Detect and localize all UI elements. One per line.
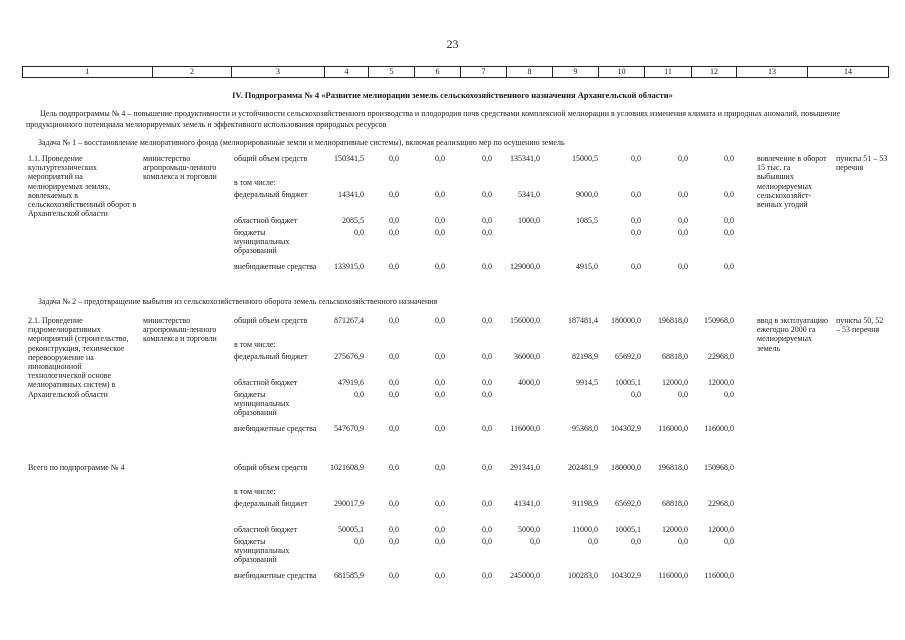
funding-source-label: в том числе: — [234, 340, 276, 349]
amount-cell: 0,0 — [389, 352, 399, 361]
amount-cell: 12000,0 — [662, 525, 688, 534]
amount-cell: 0,0 — [389, 262, 399, 271]
column-number: 9 — [553, 67, 599, 78]
amount-cell: 116000,0 — [704, 571, 734, 580]
column-number: 4 — [325, 67, 369, 78]
amount-cell: 0,0 — [389, 499, 399, 508]
amount-cell: 0,0 — [724, 228, 734, 237]
amount-cell: 15000,5 — [572, 154, 598, 163]
amount-cell: 135341,0 — [510, 154, 540, 163]
amount-cell: 0,0 — [389, 216, 399, 225]
amount-cell: 65692,0 — [615, 352, 641, 361]
amount-cell: 1021608,9 — [330, 463, 364, 472]
amount-cell: 0,0 — [678, 390, 688, 399]
amount-cell: 0,0 — [435, 525, 445, 534]
amount-cell: 22968,0 — [708, 499, 734, 508]
amount-cell: 0,0 — [678, 154, 688, 163]
column-number: 6 — [415, 67, 461, 78]
funding-source-label: в том числе: — [234, 487, 276, 496]
amount-cell: 187481,4 — [568, 316, 598, 325]
funding-source-label: федеральный бюджет — [234, 190, 308, 199]
amount-cell: 4000,0 — [518, 378, 540, 387]
amount-cell: 180000,0 — [611, 316, 641, 325]
funding-source-label: внебюджетные средства — [234, 262, 317, 271]
amount-cell: 0,0 — [631, 262, 641, 271]
amount-cell: 180000,0 — [611, 463, 641, 472]
amount-cell: 0,0 — [482, 424, 492, 433]
amount-cell: 0,0 — [631, 228, 641, 237]
subprogram-title: IV. Подпрограмма № 4 «Развитие мелиорации земель сельскохозяйственного назначения Архангельской области» — [232, 90, 673, 100]
amount-cell: 0,0 — [482, 537, 492, 546]
amount-cell: 0,0 — [435, 424, 445, 433]
column-number: 7 — [461, 67, 507, 78]
amount-cell: 0,0 — [482, 571, 492, 580]
amount-cell: 0,0 — [482, 154, 492, 163]
amount-cell: 0,0 — [724, 390, 734, 399]
amount-cell: 9000,0 — [576, 190, 598, 199]
amount-cell: 0,0 — [482, 525, 492, 534]
amount-cell: 0,0 — [435, 190, 445, 199]
amount-cell: 100283,0 — [568, 571, 598, 580]
target-indicator: вовлечение в оборот 15 тыс. га выбывших мелиорируемых сельскохозяйст-венных угодий — [757, 154, 827, 209]
amount-cell: 0,0 — [435, 390, 445, 399]
amount-cell: 0,0 — [435, 316, 445, 325]
amount-cell: 68818,0 — [662, 499, 688, 508]
amount-cell: 0,0 — [389, 228, 399, 237]
amount-cell: 150968,0 — [704, 463, 734, 472]
amount-cell: 0,0 — [435, 571, 445, 580]
funding-source-label: бюджеты муниципальных образований — [234, 228, 290, 256]
amount-cell: 0,0 — [435, 499, 445, 508]
funding-source-label: общий объем средств — [234, 316, 308, 325]
column-number: 13 — [737, 67, 808, 78]
amount-cell: 12000,0 — [662, 378, 688, 387]
column-number: 10 — [599, 67, 645, 78]
amount-cell: 150968,0 — [704, 316, 734, 325]
amount-cell: 11000,0 — [572, 525, 598, 534]
amount-cell: 0,0 — [631, 537, 641, 546]
amount-cell: 116000,0 — [704, 424, 734, 433]
amount-cell: 202481,9 — [568, 463, 598, 472]
amount-cell: 150341,5 — [334, 154, 364, 163]
page-number: 23 — [446, 37, 459, 51]
amount-cell: 196818,0 — [658, 316, 688, 325]
amount-cell: 14341,0 — [338, 190, 364, 199]
column-number: 14 — [808, 67, 889, 78]
amount-cell: 0,0 — [482, 352, 492, 361]
amount-cell: 116000,0 — [658, 424, 688, 433]
task-2-heading: Задача № 2 – предотвращение выбытия из сельскохозяйственного оборота земель сельскохозяйственного назначения — [38, 297, 438, 306]
amount-cell: 5341,0 — [518, 190, 540, 199]
amount-cell: 0,0 — [678, 216, 688, 225]
amount-cell: 65692,0 — [615, 499, 641, 508]
funding-source-label: общий объем средств — [234, 154, 308, 163]
amount-cell: 0,0 — [435, 228, 445, 237]
amount-cell: 0,0 — [435, 463, 445, 472]
amount-cell: 681585,9 — [334, 571, 364, 580]
amount-cell: 0,0 — [482, 378, 492, 387]
amount-cell: 290017,9 — [334, 499, 364, 508]
amount-cell: 0,0 — [389, 154, 399, 163]
target-indicator: ввод в эксплуатацию ежегодно 2000 га мелиорируемых земель — [757, 316, 828, 353]
amount-cell: 104302,9 — [611, 571, 641, 580]
amount-cell: 871267,4 — [334, 316, 364, 325]
amount-cell: 156000,0 — [510, 316, 540, 325]
amount-cell: 1085,5 — [576, 216, 598, 225]
amount-cell: 116000,0 — [658, 571, 688, 580]
amount-cell: 95368,0 — [572, 424, 598, 433]
column-number: 2 — [153, 67, 232, 78]
amount-cell: 104302,9 — [611, 424, 641, 433]
amount-cell: 36000,0 — [514, 352, 540, 361]
amount-cell: 0,0 — [631, 390, 641, 399]
amount-cell: 0,0 — [435, 154, 445, 163]
amount-cell: 0,0 — [354, 390, 364, 399]
amount-cell: 0,0 — [724, 154, 734, 163]
column-number-row — [22, 66, 889, 78]
measure-name: 2.1. Проведение гидромелиоративных мероприятий (строительство, реконструкция, техническое перевооружение на инновационной технологической основе мелиоративных систем) в Архангельской области — [28, 316, 129, 399]
amount-cell: 0,0 — [631, 154, 641, 163]
amount-cell: 0,0 — [389, 424, 399, 433]
amount-cell: 0,0 — [530, 537, 540, 546]
amount-cell: 0,0 — [482, 316, 492, 325]
amount-cell: 68818,0 — [662, 352, 688, 361]
funding-source-label: федеральный бюджет — [234, 499, 308, 508]
funding-source-label: общий объем средств — [234, 463, 308, 472]
amount-cell: 0,0 — [435, 378, 445, 387]
column-number: 11 — [645, 67, 692, 78]
amount-cell: 4915,0 — [576, 262, 598, 271]
funding-source-label: федеральный бюджет — [234, 352, 308, 361]
amount-cell: 0,0 — [389, 190, 399, 199]
amount-cell: 0,0 — [389, 537, 399, 546]
amount-cell: 0,0 — [389, 390, 399, 399]
funding-source-label: в том числе: — [234, 178, 276, 187]
funding-source-label: бюджеты муниципальных образований — [234, 537, 290, 565]
amount-cell: 1000,0 — [518, 216, 540, 225]
amount-cell: 12000,0 — [708, 525, 734, 534]
amount-cell: 245000,0 — [510, 571, 540, 580]
amount-cell: 50005,1 — [338, 525, 364, 534]
amount-cell: 0,0 — [678, 228, 688, 237]
funding-source-label: внебюджетные средства — [234, 424, 317, 433]
amount-cell: 41341,0 — [514, 499, 540, 508]
amount-cell: 22968,0 — [708, 352, 734, 361]
amount-cell: 0,0 — [435, 216, 445, 225]
amount-cell: 0,0 — [678, 262, 688, 271]
amount-cell: 116000,0 — [510, 424, 540, 433]
amount-cell: 0,0 — [482, 390, 492, 399]
amount-cell: 91198,9 — [572, 499, 598, 508]
task-1-heading: Задача № 1 – восстановление мелиоративного фонда (мелиорированные земли и мелиоративные системы), включая реализацию мер по осушению земель — [38, 138, 565, 147]
amount-cell: 0,0 — [588, 537, 598, 546]
column-number: 1 — [23, 67, 153, 78]
amount-cell: 0,0 — [389, 316, 399, 325]
amount-cell: 0,0 — [724, 190, 734, 199]
amount-cell: 10005,1 — [615, 525, 641, 534]
column-number: 5 — [369, 67, 415, 78]
amount-cell: 0,0 — [631, 190, 641, 199]
funding-source-label: внебюджетные средства — [234, 571, 317, 580]
amount-cell: 129000,0 — [510, 262, 540, 271]
amount-cell: 0,0 — [389, 378, 399, 387]
amount-cell: 196818,0 — [658, 463, 688, 472]
amount-cell: 0,0 — [354, 228, 364, 237]
funding-source-label: областной бюджет — [234, 216, 298, 225]
amount-cell: 0,0 — [482, 228, 492, 237]
amount-cell: 0,0 — [482, 262, 492, 271]
amount-cell: 10005,1 — [615, 378, 641, 387]
executor: министерство агропромыш-ленного комплекса и торговли — [143, 316, 217, 344]
subprogram-goal: Цель подпрограммы № 4 – повышение продуктивности и устойчивости сельскохозяйственного производства и плодородия почв средствами комплексной мелиорации в условиях изменения климата и природных аномалий, повышение продукционного потенциала мелиорируемых земель и эффективного использования природных ресурсов — [26, 109, 841, 129]
amount-cell: 82198,9 — [572, 352, 598, 361]
plan-link: пункты 50, 52 – 53 перечня — [836, 316, 884, 335]
funding-source-label: бюджеты муниципальных образований — [234, 390, 290, 418]
amount-cell: 0,0 — [482, 216, 492, 225]
amount-cell: 0,0 — [724, 262, 734, 271]
plan-link: пункты 51 – 53 перечня — [836, 154, 888, 173]
amount-cell: 0,0 — [678, 190, 688, 199]
executor: министерство агропромыш-ленного комплекса и торговли — [143, 154, 217, 182]
column-number: 3 — [232, 67, 325, 78]
measure-name: Всего по подпрограмме № 4 — [28, 463, 125, 472]
amount-cell: 0,0 — [389, 525, 399, 534]
column-number: 12 — [692, 67, 737, 78]
amount-cell: 9914,5 — [576, 378, 598, 387]
amount-cell: 291341,0 — [510, 463, 540, 472]
amount-cell: 2085,5 — [342, 216, 364, 225]
amount-cell: 12000,0 — [708, 378, 734, 387]
amount-cell: 0,0 — [482, 190, 492, 199]
amount-cell: 0,0 — [482, 499, 492, 508]
measure-name: 1.1. Проведение культуртехнических мероприятий на мелиорируемых землях, вовлекаемых в сельскохозяйственный оборот в Архангельской области — [28, 154, 137, 219]
amount-cell: 0,0 — [354, 537, 364, 546]
funding-source-label: областной бюджет — [234, 378, 298, 387]
column-number: 8 — [507, 67, 553, 78]
amount-cell: 133915,0 — [334, 262, 364, 271]
amount-cell: 5000,0 — [518, 525, 540, 534]
amount-cell: 0,0 — [724, 216, 734, 225]
amount-cell: 547670,9 — [334, 424, 364, 433]
amount-cell: 0,0 — [435, 537, 445, 546]
amount-cell: 275676,9 — [334, 352, 364, 361]
amount-cell: 0,0 — [631, 216, 641, 225]
amount-cell: 0,0 — [678, 537, 688, 546]
amount-cell: 0,0 — [724, 537, 734, 546]
amount-cell: 0,0 — [435, 262, 445, 271]
amount-cell: 0,0 — [435, 352, 445, 361]
amount-cell: 0,0 — [389, 571, 399, 580]
amount-cell: 0,0 — [389, 463, 399, 472]
amount-cell: 0,0 — [482, 463, 492, 472]
funding-source-label: областной бюджет — [234, 525, 298, 534]
amount-cell: 47919,6 — [338, 378, 364, 387]
